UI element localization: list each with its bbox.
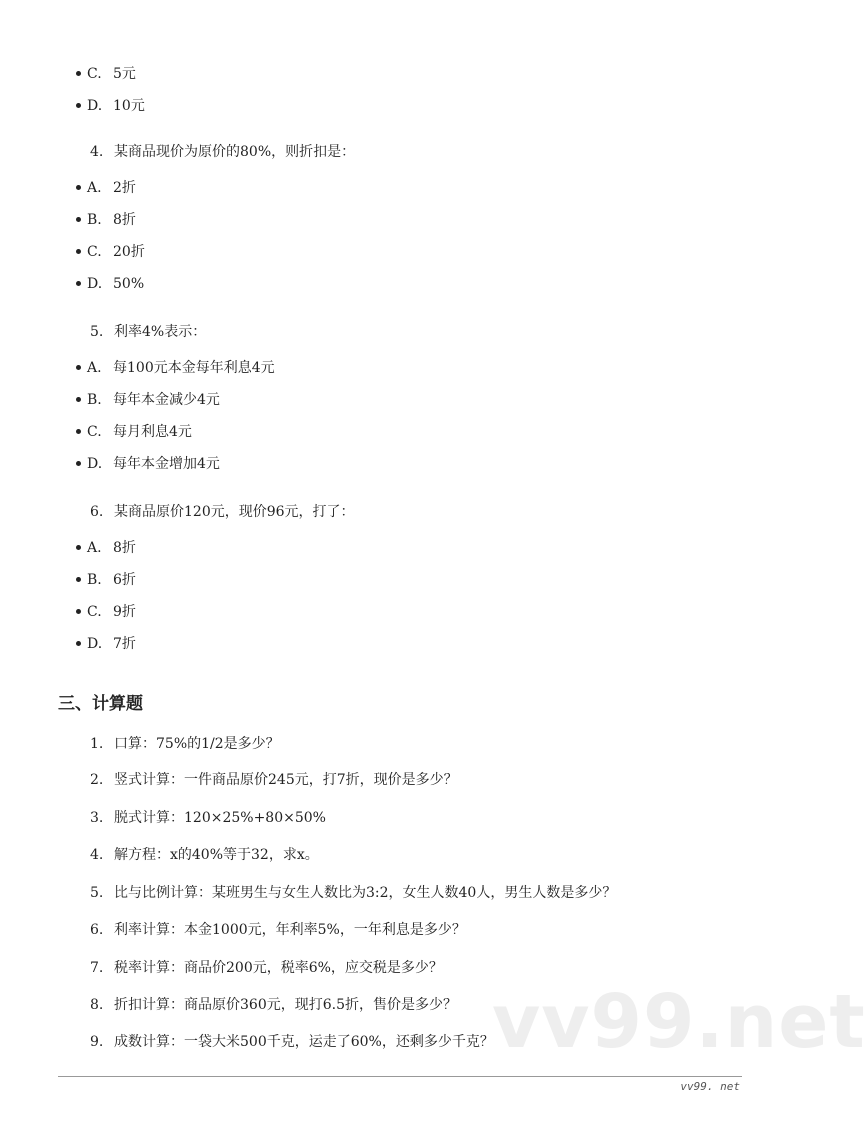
bullet-icon	[76, 461, 81, 466]
option-6a: A. 8折	[76, 538, 136, 558]
question-6: 6. 某商品原价120元，现价96元，打了：	[90, 504, 355, 520]
watermark: vv99.net	[492, 979, 866, 1065]
calc-item-8: 8. 折扣计算：商品原价360元，现打6.5折，售价是多少？	[90, 997, 457, 1013]
option-5d: D. 每年本金增加4元	[76, 454, 220, 474]
calc-item-3: 3. 脱式计算：120×25%+80×50%	[90, 810, 326, 826]
bullet-icon	[76, 545, 81, 550]
option-5a: A. 每100元本金每年利息4元	[76, 358, 275, 378]
option-3c: C. 5元	[76, 64, 136, 84]
bullet-icon	[76, 641, 81, 646]
calc-item-7: 7. 税率计算：商品价200元，税率6%，应交税是多少？	[90, 960, 443, 976]
bullet-icon	[76, 365, 81, 370]
option-5c: C. 每月利息4元	[76, 422, 192, 442]
calc-item-5: 5. 比与比例计算：某班男生与女生人数比为3:2，女生人数40人，男生人数是多少？	[90, 885, 617, 901]
bullet-icon	[76, 71, 81, 76]
option-6b: B. 6折	[76, 570, 136, 590]
calc-item-4: 4. 解方程：x的40%等于32，求x。	[90, 847, 319, 863]
option-3d: D. 10元	[76, 96, 145, 116]
bullet-icon	[76, 609, 81, 614]
calc-item-2: 2. 竖式计算：一件商品原价245元，打7折，现价是多少？	[90, 772, 458, 788]
bullet-icon	[76, 185, 81, 190]
option-5b: B. 每年本金减少4元	[76, 390, 220, 410]
bullet-icon	[76, 217, 81, 222]
calc-item-9: 9. 成数计算：一袋大米500千克，运走了60%，还剩多少千克？	[90, 1034, 494, 1050]
option-4c: C. 20折	[76, 242, 145, 262]
calc-item-1: 1. 口算：75%的1/2是多少？	[90, 736, 280, 752]
option-4a: A. 2折	[76, 178, 136, 198]
bullet-icon	[76, 103, 81, 108]
calc-item-6: 6. 利率计算：本金1000元，年利率5%，一年利息是多少？	[90, 922, 466, 938]
option-4d: D. 50%	[76, 274, 144, 294]
question-5: 5. 利率4%表示：	[90, 324, 207, 340]
bullet-icon	[76, 281, 81, 286]
bullet-icon	[76, 249, 81, 254]
bullet-icon	[76, 577, 81, 582]
bullet-icon	[76, 397, 81, 402]
footer-divider	[58, 1076, 742, 1077]
option-4b: B. 8折	[76, 210, 136, 230]
footer-site: vv99. net	[680, 1080, 740, 1093]
option-6c: C. 9折	[76, 602, 136, 622]
question-4: 4. 某商品现价为原价的80%，则折扣是：	[90, 144, 356, 160]
section-title: 三、计算题	[58, 694, 143, 714]
option-6d: D. 7折	[76, 634, 136, 654]
bullet-icon	[76, 429, 81, 434]
